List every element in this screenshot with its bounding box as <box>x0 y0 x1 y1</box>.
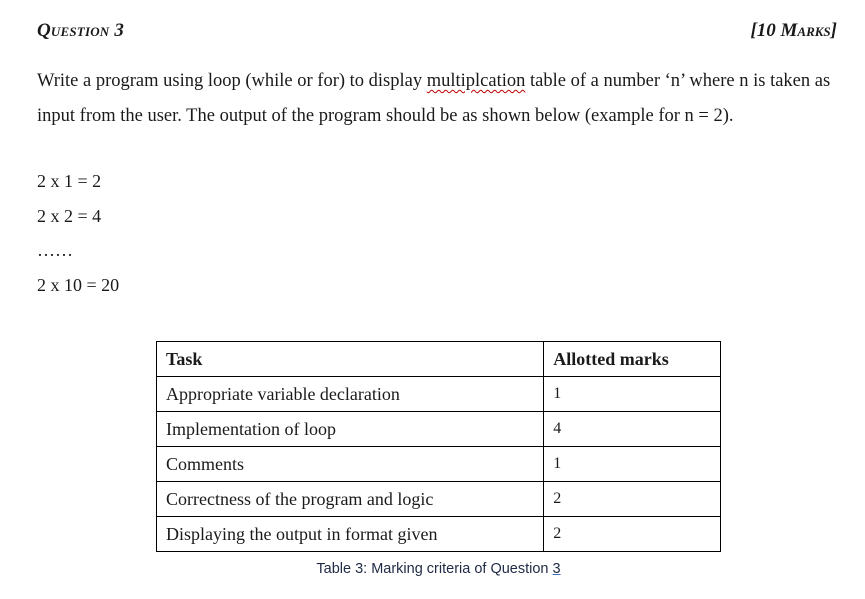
marks-cell: 4 <box>544 412 721 447</box>
marks-cell: 1 <box>544 377 721 412</box>
table-row <box>157 482 721 517</box>
output-line-1: 2 x 1 = 2 <box>37 171 102 191</box>
paragraph-text-start: Write a program using loop (while or for) to display <box>37 71 427 91</box>
question-paragraph <box>37 64 832 133</box>
caption-number: 3 <box>552 561 561 577</box>
output-line-ellipsis: …… <box>37 240 73 260</box>
marks-cell: 2 <box>544 517 721 552</box>
task-cell: Displaying the output in format given <box>157 517 544 552</box>
question-marks: [10 Marks] <box>750 20 837 41</box>
marking-criteria-table <box>156 341 721 552</box>
task-cell: Appropriate variable declaration <box>157 377 544 412</box>
task-cell: Comments <box>157 447 544 482</box>
table-caption <box>156 561 721 577</box>
caption-text: Table 3: Marking criteria of Question <box>316 561 553 577</box>
table-row <box>157 447 721 482</box>
question-header <box>37 20 837 44</box>
marks-cell: 1 <box>544 447 721 482</box>
task-cell: Implementation of loop <box>157 412 544 447</box>
header-allotted-marks: Allotted marks <box>544 342 721 377</box>
table-row <box>157 377 721 412</box>
marks-cell: 2 <box>544 482 721 517</box>
table-header-row <box>157 342 721 377</box>
header-task: Task <box>157 342 544 377</box>
table-row <box>157 412 721 447</box>
table-row <box>157 517 721 552</box>
task-cell: Correctness of the program and logic <box>157 482 544 517</box>
output-line-last: 2 x 10 = 20 <box>37 275 120 295</box>
question-title: Question 3 <box>37 20 125 41</box>
paragraph-text-end: table of a number ‘n’ where n is taken as input from the user. The output of the program should be as shown below (example for n = 2). <box>37 71 831 126</box>
misspelled-word: multiplcation <box>426 71 526 91</box>
output-line-2: 2 x 2 = 4 <box>37 206 102 226</box>
